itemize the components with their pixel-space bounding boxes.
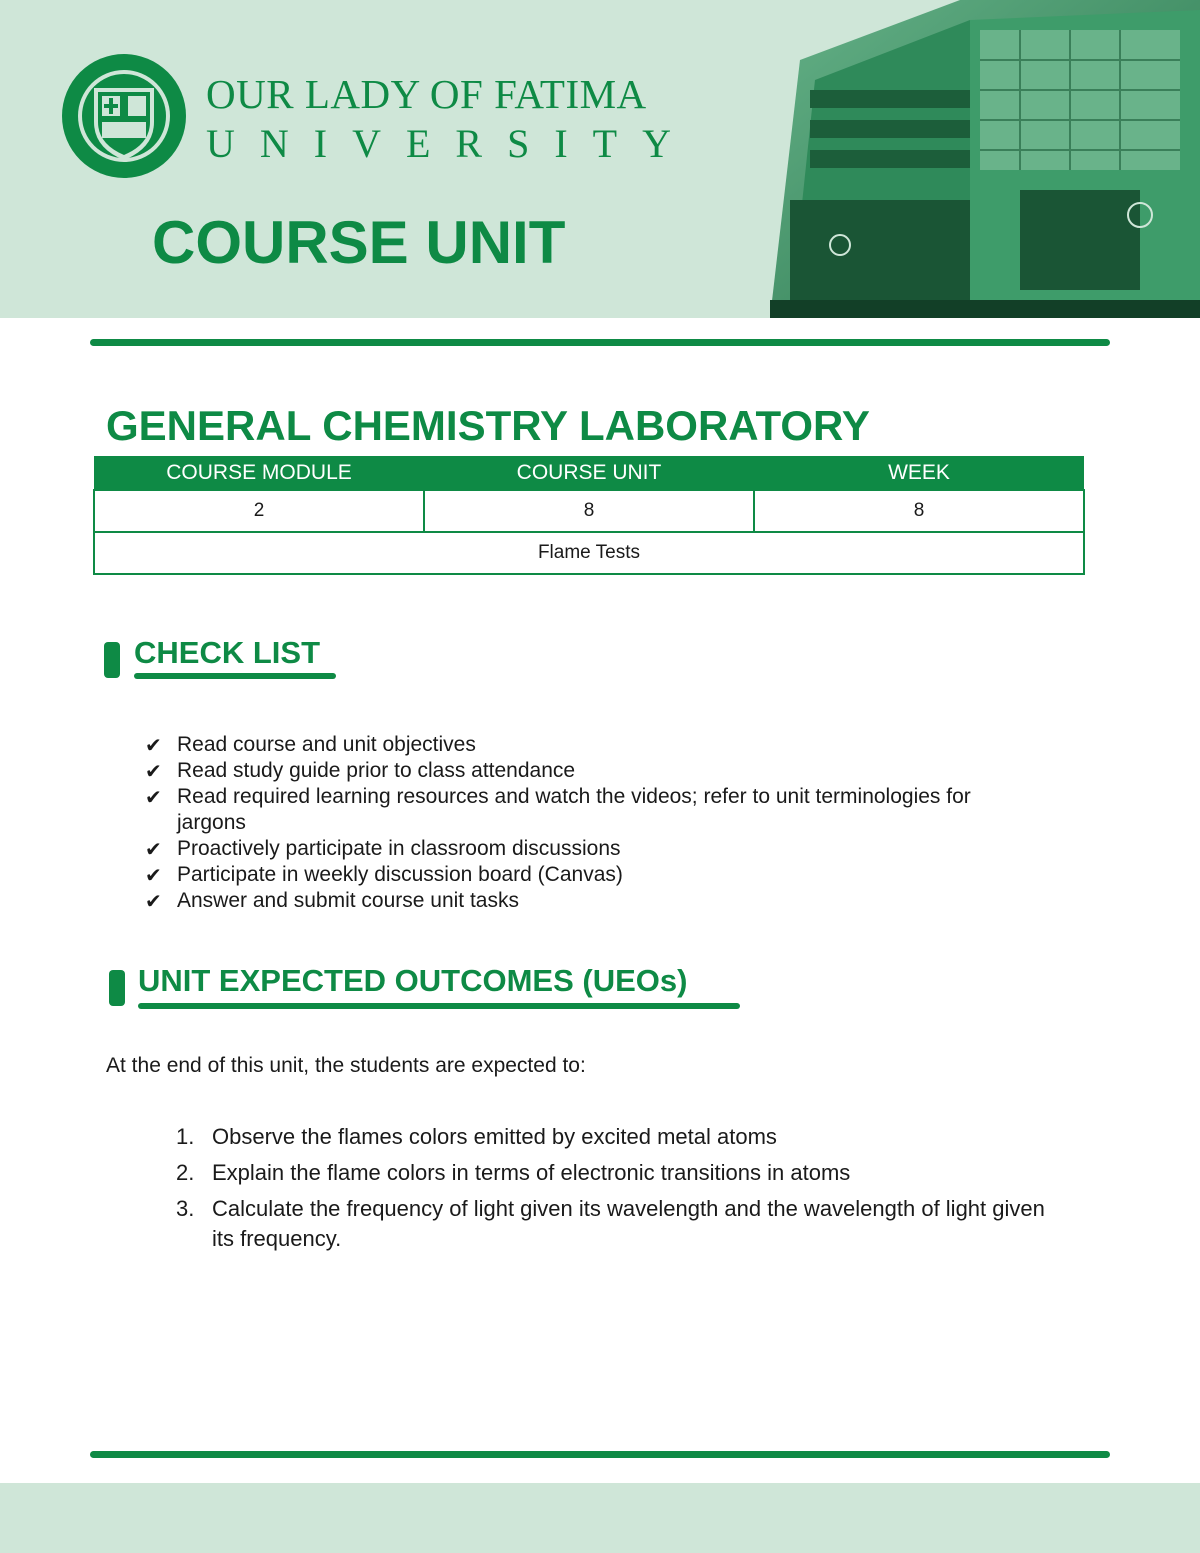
check-icon: ✔	[145, 785, 162, 809]
list-item: ✔ Read required learning resources and watch the videos; refer to unit terminologies for jargons	[145, 785, 971, 834]
table-row	[94, 490, 1084, 532]
outcomes-list	[176, 1122, 1056, 1260]
check-icon: ✔	[145, 759, 162, 783]
document-type-title: COURSE UNIT	[152, 209, 566, 276]
university-name-line1: OUR LADY OF FATIMA	[206, 71, 647, 117]
table-row	[94, 532, 1084, 574]
check-icon: ✔	[145, 837, 162, 861]
top-divider	[90, 339, 1110, 346]
list-item: ✔ Answer and submit course unit tasks	[145, 889, 519, 913]
header-banner	[0, 0, 1200, 318]
checklist	[145, 732, 1045, 914]
list-item: ✔ Read study guide prior to class attendance	[145, 759, 576, 783]
campus-building-image	[730, 0, 1200, 318]
list-item: 2. Explain the flame colors in terms of electronic transitions in atoms	[176, 1160, 851, 1185]
list-item: ✔ Participate in weekly discussion board (Canvas)	[145, 863, 623, 887]
value-week: 8	[754, 490, 1084, 532]
outcomes-intro: At the end of this unit, the students are expected to:	[106, 1054, 586, 1077]
course-title: GENERAL CHEMISTRY LABORATORY	[106, 402, 870, 449]
header-course-module: COURSE MODULE	[94, 456, 424, 490]
header-week: WEEK	[754, 456, 1084, 490]
list-item: ✔ Read course and unit objectives	[145, 733, 476, 757]
outcomes-underline	[138, 1003, 740, 1009]
university-name-line2: UNIVERSITY	[206, 121, 696, 166]
check-icon: ✔	[145, 863, 162, 887]
value-course-unit: 8	[424, 490, 754, 532]
list-item: 3. Calculate the frequency of light given its wavelength and the wavelength of light given its frequency.	[176, 1196, 1045, 1251]
header-course-unit: COURSE UNIT	[424, 456, 754, 490]
university-seal-icon	[60, 52, 188, 180]
course-info-table	[93, 456, 1085, 575]
footer-band	[0, 1483, 1200, 1553]
checklist-heading: CHECK LIST	[134, 635, 320, 670]
value-course-module: 2	[94, 490, 424, 532]
outcomes-heading: UNIT EXPECTED OUTCOMES (UEOs)	[138, 963, 688, 998]
checklist-underline	[134, 673, 336, 679]
checklist-accent-bar	[104, 642, 120, 678]
check-icon: ✔	[145, 889, 162, 913]
outcomes-accent-bar	[109, 970, 125, 1006]
list-item: 1. Observe the flames colors emitted by excited metal atoms	[176, 1124, 777, 1149]
bottom-divider	[90, 1451, 1110, 1458]
list-item: ✔ Proactively participate in classroom discussions	[145, 837, 621, 861]
table-header-row	[94, 456, 1084, 490]
unit-topic: Flame Tests	[94, 532, 1084, 574]
check-icon: ✔	[145, 733, 162, 757]
